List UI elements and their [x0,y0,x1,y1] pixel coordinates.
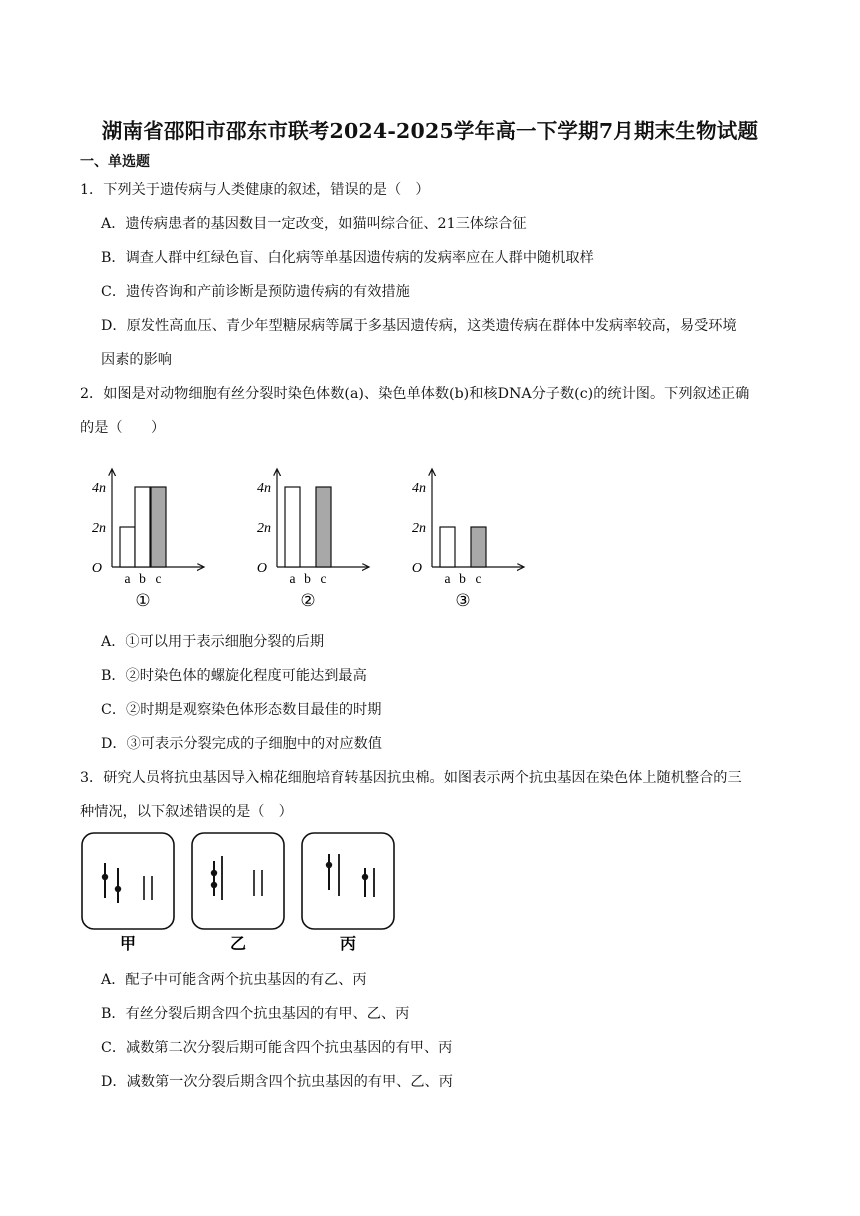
bar-c [151,487,166,567]
q2-bar-charts [80,465,530,615]
q3-option-c: C．减数第二次分裂后期可能含四个抗虫基因的有甲、丙 [101,1040,453,1056]
q3-option-a: A．配子中可能含两个抗虫基因的有乙、丙 [101,972,367,988]
bar-a [285,487,300,567]
y-tick-label: 2n [257,521,271,536]
x-tick-label: c [320,571,327,586]
cell-label-jia: 甲 [119,936,137,953]
q1-option-d-cont: 因素的影响 [101,352,172,368]
cell-bing [302,833,394,929]
bar-a [120,527,135,567]
q2-stem: 2．如图是对动物细胞有丝分裂时染色体数(a)、染色单体数(b)和核DNA分子数(c)的统计图。下列叙述正确 [80,386,750,402]
bar-chart-3 [412,469,524,610]
q3-stem-cont: 种情况，以下叙述错误的是（ ） [80,804,293,820]
q1-option-a: A．遗传病患者的基因数目一定改变，如猫叫综合征、21三体综合征 [101,216,527,232]
y-tick-label: 2n [92,521,106,536]
x-tick-label: b [459,571,466,586]
x-tick-label: a [444,571,451,586]
origin-label: O [256,561,267,576]
q2-option-b: B．②时染色体的螺旋化程度可能达到最高 [101,668,367,684]
q1-option-b: B．调查人群中红绿色盲、白化病等单基因遗传病的发病率应在人群中随机取样 [101,250,594,266]
q2-option-c: C．②时期是观察染色体形态数目最佳的时期 [101,702,382,718]
chart-label: ③ [455,591,471,610]
y-tick-label: 4n [92,481,106,496]
page-title: 湖南省邵阳市邵东市联考2024-2025学年高一下学期7月期末生物试题 [101,119,759,143]
x-tick-label: a [124,571,131,586]
cell-yi [192,833,284,929]
q2-option-d: D．③可表示分裂完成的子细胞中的对应数值 [101,736,382,752]
q3-chromosome-figure [80,830,400,960]
x-tick-label: b [139,571,146,586]
bar-b [135,487,150,567]
cell-label-yi: 乙 [229,936,247,953]
x-tick-label: b [304,571,311,586]
bar-c [471,527,486,567]
x-tick-label: a [289,571,296,586]
q1-stem: 1．下列关于遗传病与人类健康的叙述，错误的是（ ） [80,182,430,198]
chart-label: ① [135,591,151,610]
q3-option-b: B．有丝分裂后期含四个抗虫基因的有甲、乙、丙 [101,1006,410,1022]
bar-a [440,527,455,567]
origin-label: O [91,561,102,576]
y-tick-label: 4n [257,481,271,496]
y-tick-label: 2n [412,521,426,536]
cell-jia [82,833,174,929]
q1-option-c: C．遗传咨询和产前诊断是预防遗传病的有效措施 [101,284,410,300]
chart-label: ② [300,591,316,610]
q2-stem-cont: 的是（ ） [80,420,166,436]
y-tick-label: 4n [412,481,426,496]
bar-c [316,487,331,567]
bar-chart-1 [92,469,204,610]
cell-label-bing: 丙 [339,936,357,953]
q1-option-d: D．原发性高血压、青少年型糖尿病等属于多基因遗传病，这类遗传病在群体中发病率较高，易受环境 [101,318,737,334]
section-heading: 一、单选题 [80,154,150,170]
x-tick-label: c [155,571,162,586]
q3-option-d: D．减数第一次分裂后期含四个抗虫基因的有甲、乙、丙 [101,1074,453,1090]
q2-option-a: A．①可以用于表示细胞分裂的后期 [101,634,325,650]
x-tick-label: c [475,571,482,586]
bar-chart-2 [257,469,369,610]
origin-label: O [411,561,422,576]
q3-stem: 3．研究人员将抗虫基因导入棉花细胞培育转基因抗虫棉。如图表示两个抗虫基因在染色体上随机整合的三 [80,770,742,786]
